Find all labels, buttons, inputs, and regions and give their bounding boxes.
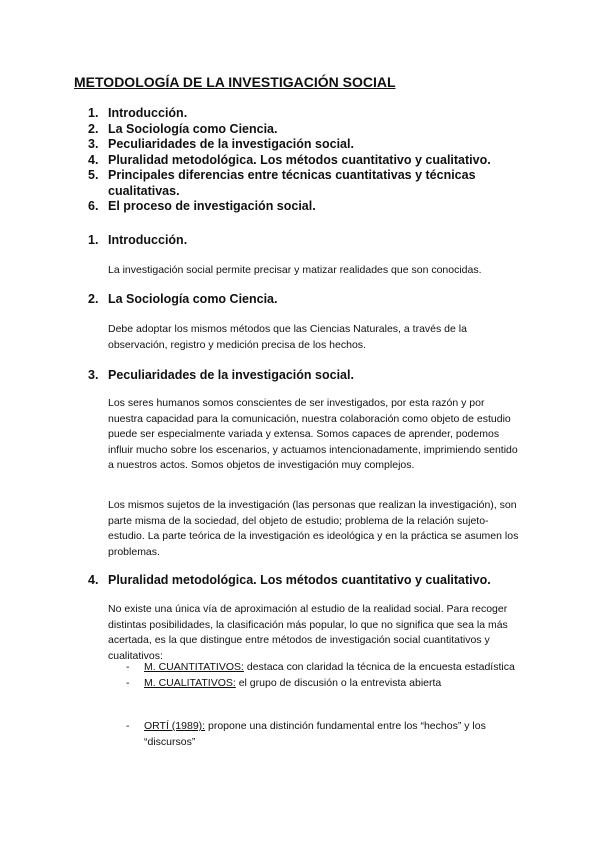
toc-item: 2. La Sociología como Ciencia. [88, 121, 278, 136]
methods-list [126, 719, 518, 750]
toc-item: 5. Principales diferencias entre técnicas cuantitativas y técnicas cualitativas. [88, 168, 476, 198]
section-paragraph: No existe una única vía de aproximación al estudio de la realidad social. Para recoger distintas posibilidades, la clasificación más popular, lo que no significa que sea la más acertada, es la que distingue entre métodos de investigación social cuantitativos y cualitativos: [108, 603, 508, 662]
list-item: - M. CUANTITATIVOS: destaca con claridad la técnica de la encuesta estadística [126, 661, 515, 673]
list-item: - ORTÍ (1989): propone una distinción fundamental entre los “hechos” y los “discursos” [126, 720, 486, 748]
methods-list [126, 660, 518, 691]
document-title: METODOLOGÍA DE LA INVESTIGACIÓN SOCIAL [74, 74, 396, 90]
section-heading: 4. Pluralidad metodológica. Los métodos cuantitativo y cualitativo. [88, 573, 491, 587]
section-paragraph: La investigación social permite precisar y matizar realidades que son conocidas. [108, 264, 482, 276]
section-heading: 3. Peculiaridades de la investigación social. [88, 368, 354, 382]
section-paragraph: Los mismos sujetos de la investigación (las personas que realizan la investigación), son parte misma de la sociedad, del objeto de estudio; problema de la relación sujeto-estudio. La parte teórica de la investigación es ideológica y en la práctica se asumen los problemas. [108, 499, 519, 558]
table-of-contents [88, 106, 518, 215]
list-item: - M. CUALITATIVOS: el grupo de discusión o la entrevista abierta [126, 676, 442, 689]
toc-item: 3. Peculiaridades de la investigación social. [88, 137, 354, 151]
toc-item: 6. El proceso de investigación social. [88, 199, 316, 213]
toc-item: 1. Introducción. [88, 106, 188, 120]
section-paragraph: Los seres humanos somos conscientes de ser investigados, por esta razón y por nuestra capacidad para la comunicación, nuestra colaboración como objeto de estudio puede ser especialmente variada y extensa. Somos capaces de aprender, podemos influir mucho sobre los escenarios, y actuamos intencionadamente, imprimiendo sentido a nuestros actos. Somos objetos de investigación muy complejos. [108, 397, 518, 471]
section-heading: 1. Introducción. [88, 233, 188, 247]
section-paragraph: Debe adoptar los mismos métodos que las Ciencias Naturales, a través de la observación, registro y medición precisa de los hechos. [108, 323, 467, 351]
toc-item: 4. Pluralidad metodológica. Los métodos cuantitativo y cualitativo. [88, 152, 491, 167]
section-heading: 2. La Sociología como Ciencia. [88, 292, 278, 306]
